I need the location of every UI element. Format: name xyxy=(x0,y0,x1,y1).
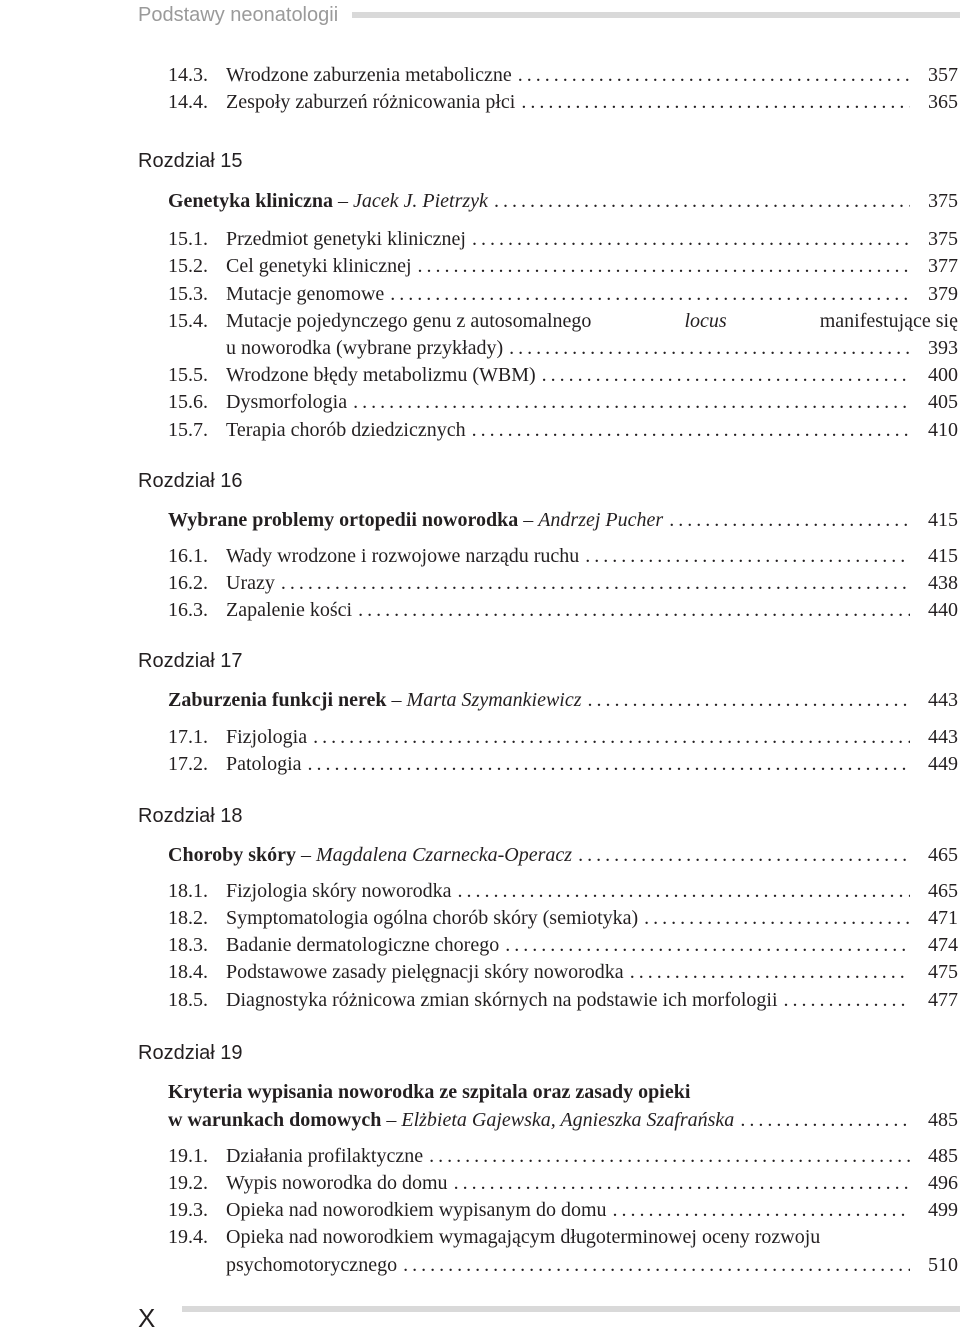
book-title: Podstawy neonatologii xyxy=(138,3,339,26)
dot-leader xyxy=(454,1172,910,1194)
dot-leader xyxy=(630,961,910,983)
page-ref: 405 xyxy=(928,391,958,413)
page-ref: 485 xyxy=(928,1145,958,1167)
chapter-title-entry[interactable]: w warunkach domowych – Elżbieta Gajewska, Agnieszka Szafrańska . . . 485 xyxy=(168,1105,958,1131)
dot-leader xyxy=(542,364,910,386)
dot-leader xyxy=(472,419,910,441)
toc-entry[interactable]: 14.3. Wrodzone zaburzenia metaboliczne . . . 357 xyxy=(168,60,958,86)
toc-entry[interactable]: 15.7. Terapia chorób dziedzicznych . . . 410 xyxy=(168,415,958,441)
chapter-title-entry[interactable]: Zaburzenia funkcji nerek – Marta Szymankiewicz . . . 443 xyxy=(168,685,958,711)
chapter-heading: Rozdział 17 xyxy=(138,650,243,672)
dot-leader xyxy=(353,391,910,413)
dot-leader xyxy=(644,907,910,929)
dot-leader xyxy=(281,572,910,594)
toc-entry[interactable]: 16.1. Wady wrodzone i rozwojowe narządu ruchu . . . 415 xyxy=(168,541,958,567)
dot-leader xyxy=(390,283,910,305)
page-ref: 415 xyxy=(928,545,958,567)
page-ref: 375 xyxy=(928,228,958,250)
chapter-title-entry[interactable]: Genetyka kliniczna – Jacek J. Pietrzyk . . . 375 xyxy=(168,186,958,212)
dot-leader xyxy=(494,190,910,212)
footer-rule xyxy=(182,1306,960,1312)
toc-entry[interactable]: 18.3. Badanie dermatologiczne chorego . . . 474 xyxy=(168,930,958,956)
toc-entry[interactable]: 18.2. Symptomatologia ogólna chorób skóry (semiotyka) . . . 471 xyxy=(168,903,958,929)
page-ref: 375 xyxy=(928,190,958,212)
dot-leader xyxy=(588,689,910,711)
author: Magdalena Czarnecka-Operacz xyxy=(316,844,573,866)
toc-entry[interactable]: 16.2. Urazy . . . 438 xyxy=(168,568,958,594)
page-ref: 438 xyxy=(928,572,958,594)
page-ref: 475 xyxy=(928,961,958,983)
dot-leader xyxy=(308,753,910,775)
page-ref: 496 xyxy=(928,1172,958,1194)
toc-entry[interactable]: 15.5. Wrodzone błędy metabolizmu (WBM) . . . 400 xyxy=(168,360,958,386)
dot-leader xyxy=(669,509,910,531)
page-ref: 443 xyxy=(928,689,958,711)
toc-entry-line2[interactable]: u noworodka (wybrane przykłady) . . . 393 xyxy=(168,333,958,359)
chapter-title-entry[interactable]: Wybrane problemy ortopedii noworodka – Andrzej Pucher . . . 415 xyxy=(168,505,958,531)
dot-leader xyxy=(313,726,910,748)
toc-entry[interactable]: 19.3. Opieka nad noworodkiem wypisanym do domu . . . 499 xyxy=(168,1195,958,1221)
dot-leader xyxy=(403,1254,910,1276)
dot-leader xyxy=(472,228,910,250)
page-ref: 499 xyxy=(928,1199,958,1221)
dot-leader xyxy=(429,1145,910,1167)
running-header xyxy=(138,0,960,30)
dot-leader xyxy=(613,1199,911,1221)
toc-entry[interactable]: 19.1. Działania profilaktyczne . . . 485 xyxy=(168,1141,958,1167)
page-ref: 465 xyxy=(928,880,958,902)
page-ref: 440 xyxy=(928,599,958,621)
dot-leader xyxy=(505,934,910,956)
page-ref: 357 xyxy=(928,64,958,86)
chapter-title-line1[interactable]: Kryteria wypisania noworodka ze szpitala oraz zasady opieki xyxy=(168,1081,691,1103)
page-ref: 410 xyxy=(928,419,958,441)
page-ref: 365 xyxy=(928,91,958,113)
dot-leader xyxy=(585,545,910,567)
author: Marta Szymankiewicz xyxy=(406,689,582,711)
page-ref: 485 xyxy=(928,1109,958,1131)
toc-entry-line2[interactable]: psychomotorycznego . . . 510 xyxy=(168,1250,958,1276)
dot-leader xyxy=(521,91,910,113)
page-ref: 400 xyxy=(928,364,958,386)
dot-leader xyxy=(418,255,911,277)
dot-leader xyxy=(458,880,910,902)
toc-entry-line1[interactable]: 15.4. Mutacje pojedynczego genu z autosomalnego locus manifestujące się xyxy=(168,310,958,332)
chapter-heading: Rozdział 19 xyxy=(138,1042,243,1064)
header-rule xyxy=(352,12,960,18)
dot-leader xyxy=(578,844,910,866)
author: Jacek J. Pietrzyk xyxy=(353,190,488,212)
toc-entry[interactable]: 16.3. Zapalenie kości . . . 440 xyxy=(168,595,958,621)
toc-entry[interactable]: 18.4. Podstawowe zasady pielęgnacji skóry noworodka . . . 475 xyxy=(168,957,958,983)
page-ref: 393 xyxy=(928,337,958,359)
page-ref: 477 xyxy=(928,989,958,1011)
dot-leader xyxy=(509,337,910,359)
toc-entry[interactable]: 14.4. Zespoły zaburzeń różnicowania płci . . . 365 xyxy=(168,87,958,113)
author: Andrzej Pucher xyxy=(538,509,664,531)
dot-leader xyxy=(784,989,910,1011)
toc-entry[interactable]: 15.3. Mutacje genomowe . . . 379 xyxy=(168,279,958,305)
toc-entry[interactable]: 15.1. Przedmiot genetyki klinicznej . . . 375 xyxy=(168,224,958,250)
toc-entry[interactable]: 18.1. Fizjologia skóry noworodka . . . 465 xyxy=(168,876,958,902)
page-ref: 474 xyxy=(928,934,958,956)
toc-entry[interactable]: 19.2. Wypis noworodka do domu . . . 496 xyxy=(168,1168,958,1194)
page-ref: 510 xyxy=(928,1254,958,1276)
dot-leader xyxy=(518,64,910,86)
toc-entry[interactable]: 17.1. Fizjologia . . . 443 xyxy=(168,722,958,748)
chapter-heading: Rozdział 16 xyxy=(138,470,243,492)
author: Elżbieta Gajewska, Agnieszka Szafrańska xyxy=(401,1109,735,1131)
dot-leader xyxy=(740,1109,910,1131)
chapter-title-entry[interactable]: Choroby skóry – Magdalena Czarnecka-Operacz . . . 465 xyxy=(168,840,958,866)
page-ref: 471 xyxy=(928,907,958,929)
page-ref: 449 xyxy=(928,753,958,775)
chapter-heading: Rozdział 18 xyxy=(138,805,243,827)
page-ref: 377 xyxy=(928,255,958,277)
toc-entry[interactable]: 17.2. Patologia . . . 449 xyxy=(168,749,958,775)
page-ref: 443 xyxy=(928,726,958,748)
chapter-heading: Rozdział 15 xyxy=(138,150,243,172)
page-ref: 379 xyxy=(928,283,958,305)
toc-entry[interactable]: 15.6. Dysmorfologia . . . 405 xyxy=(168,387,958,413)
toc-entry[interactable]: 15.2. Cel genetyki klinicznej . . . 377 xyxy=(168,251,958,277)
toc-entry[interactable]: 18.5. Diagnostyka różnicowa zmian skórnych na podstawie ich morfologii . . . 477 xyxy=(168,985,958,1011)
page-ref: 465 xyxy=(928,844,958,866)
page-ref: 415 xyxy=(928,509,958,531)
dot-leader xyxy=(358,599,910,621)
page-number: X xyxy=(138,1303,156,1333)
toc-entry-line1[interactable]: 19.4. Opieka nad noworodkiem wymagającym długoterminowej oceny rozwoju xyxy=(168,1226,821,1248)
